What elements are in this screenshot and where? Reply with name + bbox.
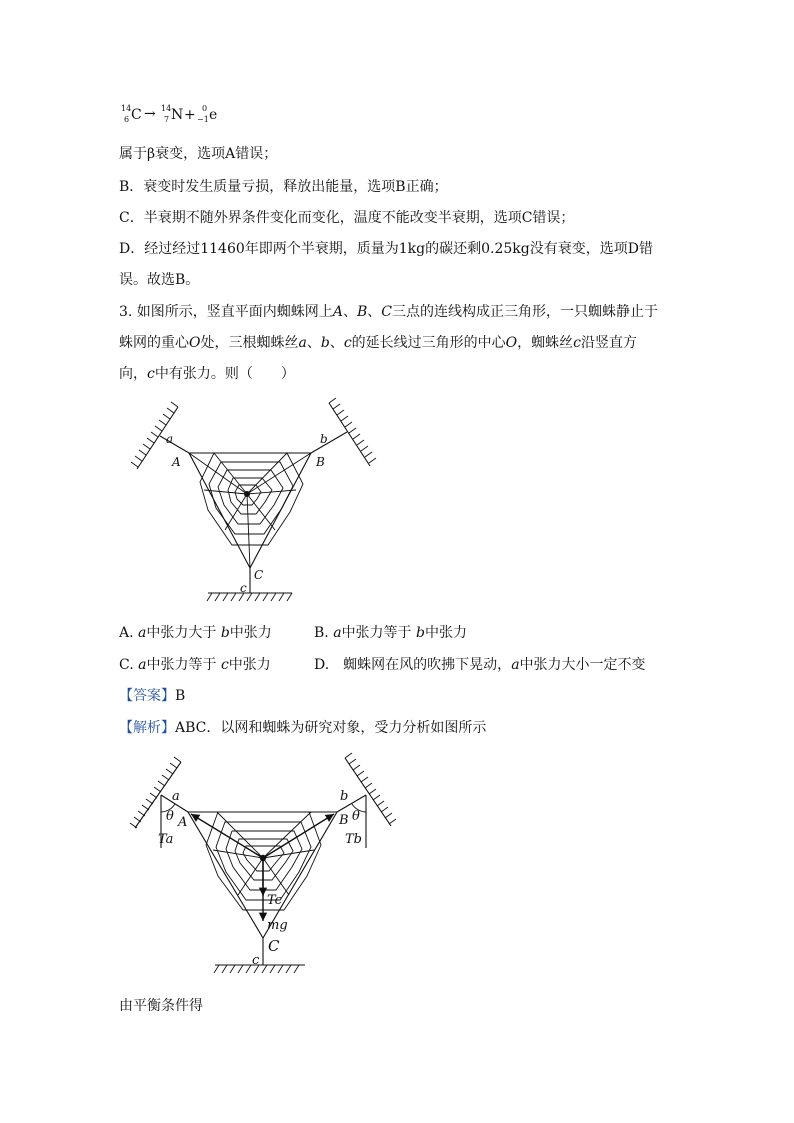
analysis-line bbox=[119, 718, 486, 738]
nitrogen-symbol: N bbox=[171, 107, 184, 123]
conclusion-line: 由平衡条件得 bbox=[119, 998, 203, 1014]
stem-text: 3. 如图所示，竖直平面内蜘蛛网上 bbox=[119, 304, 333, 320]
e-charge-number: −1 bbox=[197, 115, 209, 124]
silk-a: a bbox=[298, 335, 307, 351]
fig1-label-A: A bbox=[172, 455, 181, 469]
option-D[interactable] bbox=[314, 655, 646, 675]
point-C: C bbox=[381, 304, 392, 320]
fig1-label-C: C bbox=[254, 568, 264, 582]
separator: 、 bbox=[367, 304, 382, 320]
silk-var: c bbox=[220, 657, 229, 673]
silk-c: c bbox=[343, 335, 352, 351]
stem-text: ，蜘蛛丝 bbox=[517, 335, 574, 351]
q3-stem-line-1 bbox=[119, 302, 658, 322]
silk-b: b bbox=[320, 335, 330, 351]
analysis-tag: 【解析】 bbox=[119, 720, 175, 736]
fig1-label-b: b bbox=[320, 432, 328, 446]
option-text: 中张力 bbox=[228, 657, 271, 673]
n-mass-number: 14 bbox=[161, 104, 172, 113]
silk-var: b bbox=[416, 625, 425, 641]
option-letter: A. bbox=[119, 625, 134, 641]
separator: 、 bbox=[329, 335, 344, 351]
option-C[interactable] bbox=[119, 655, 271, 675]
silk-var: a bbox=[511, 657, 520, 673]
option-text: D. 蜘蛛网在风的吹拂下晃动， bbox=[314, 657, 512, 673]
stem-text: 处，三根蜘蛛丝 bbox=[200, 335, 299, 351]
fig2-label-C: C bbox=[268, 937, 280, 955]
prev-line-3: C．半衰期不随外界条件变化而变化，温度不能改变半衰期，选项C错误； bbox=[119, 210, 575, 226]
stem-text: 沿竖直方 bbox=[580, 335, 637, 351]
spider bbox=[260, 855, 266, 861]
spider bbox=[244, 491, 250, 497]
q3-stem-line-3 bbox=[119, 364, 295, 384]
point-B: B bbox=[356, 304, 368, 320]
stem-text: 向， bbox=[119, 366, 147, 382]
silk-var: a bbox=[138, 625, 147, 641]
silk-c: c bbox=[147, 366, 155, 382]
option-text: 中张力 bbox=[229, 625, 272, 641]
right-wall-hatching bbox=[329, 398, 376, 463]
prev-line-5: 误。故选B。 bbox=[119, 272, 200, 288]
ground-hatching bbox=[207, 593, 292, 601]
right-wall bbox=[329, 403, 370, 466]
option-text: 中张力等于 bbox=[146, 657, 217, 673]
silk-var: a bbox=[333, 625, 342, 641]
stem-text: 的延长线过三角形的中心 bbox=[351, 335, 506, 351]
c-charge-number: 6 bbox=[124, 115, 130, 124]
plus-sign: + bbox=[184, 107, 196, 123]
option-B[interactable] bbox=[314, 623, 467, 643]
electron-symbol: e bbox=[209, 107, 218, 123]
prev-line-2: B．衰变时发生质量亏损，释放出能量，选项B正确； bbox=[119, 179, 448, 195]
web-rings bbox=[200, 453, 303, 545]
fig2-label-Ta: Ta bbox=[158, 832, 174, 847]
option-A[interactable] bbox=[119, 623, 272, 643]
stem-text: 中有张力。则（ ） bbox=[154, 366, 295, 382]
n-charge-number: 7 bbox=[164, 115, 170, 124]
silk-c: c bbox=[573, 335, 581, 351]
fig2-label-Tb: Tb bbox=[345, 832, 362, 847]
option-text: 中张力大小一定不变 bbox=[519, 657, 646, 673]
silk-a-line bbox=[160, 436, 189, 453]
answer-line bbox=[119, 686, 185, 706]
separator: 、 bbox=[342, 304, 357, 320]
fig1-label-a: a bbox=[166, 432, 174, 446]
fig2-theta-right: θ bbox=[352, 809, 360, 824]
stem-text: 蛛网的重心 bbox=[119, 335, 189, 351]
prev-line-1: 属于β衰变，选项A错误； bbox=[119, 146, 278, 162]
option-letter: C. bbox=[119, 657, 134, 673]
analysis-text: ABC．以网和蜘蛛为研究对象，受力分析如图所示 bbox=[175, 720, 487, 736]
spider-web-figure bbox=[120, 395, 390, 610]
stem-text: 三点的连线构成正三角形，一只蜘蛛静止于 bbox=[391, 304, 658, 320]
silk-b-line bbox=[311, 432, 347, 453]
fig1-label-B: B bbox=[316, 455, 325, 469]
fig2-label-mg: mg bbox=[267, 918, 288, 933]
fig2-label-a: a bbox=[172, 789, 180, 804]
fig2-label-b: b bbox=[340, 789, 349, 804]
c-mass-number: 14 bbox=[121, 104, 132, 113]
option-text: 中张力 bbox=[424, 625, 467, 641]
silk-var: b bbox=[220, 625, 230, 641]
option-letter: B. bbox=[314, 625, 329, 641]
carbon-symbol: C bbox=[131, 107, 142, 123]
q3-stem-line-2 bbox=[119, 333, 637, 353]
answer-tag: 【答案】 bbox=[119, 688, 175, 704]
prev-line-4: D．经过经过11460年即两个半衰期，质量为1kg的碳还剩0.25kg没有衰变，选项D错 bbox=[119, 241, 653, 257]
e-mass-number: 0 bbox=[202, 104, 208, 113]
silk-var: a bbox=[138, 657, 147, 673]
fig2-label-Tc: Tc bbox=[267, 893, 282, 908]
option-text: 中张力等于 bbox=[341, 625, 412, 641]
fig1-label-c: c bbox=[240, 581, 247, 595]
reaction-arrow: → bbox=[144, 106, 156, 122]
force-analysis-figure bbox=[120, 750, 400, 982]
fig2-label-A: A bbox=[178, 815, 188, 830]
answer-value: B bbox=[175, 688, 186, 704]
point-A: A bbox=[332, 304, 343, 320]
point-O: O bbox=[189, 335, 201, 351]
fig2-theta-left: θ bbox=[166, 809, 174, 824]
separator: 、 bbox=[306, 335, 321, 351]
option-text: 中张力大于 bbox=[146, 625, 217, 641]
point-O: O bbox=[505, 335, 518, 351]
fig2-label-B: B bbox=[339, 813, 349, 828]
fig2-label-c: c bbox=[252, 953, 260, 968]
